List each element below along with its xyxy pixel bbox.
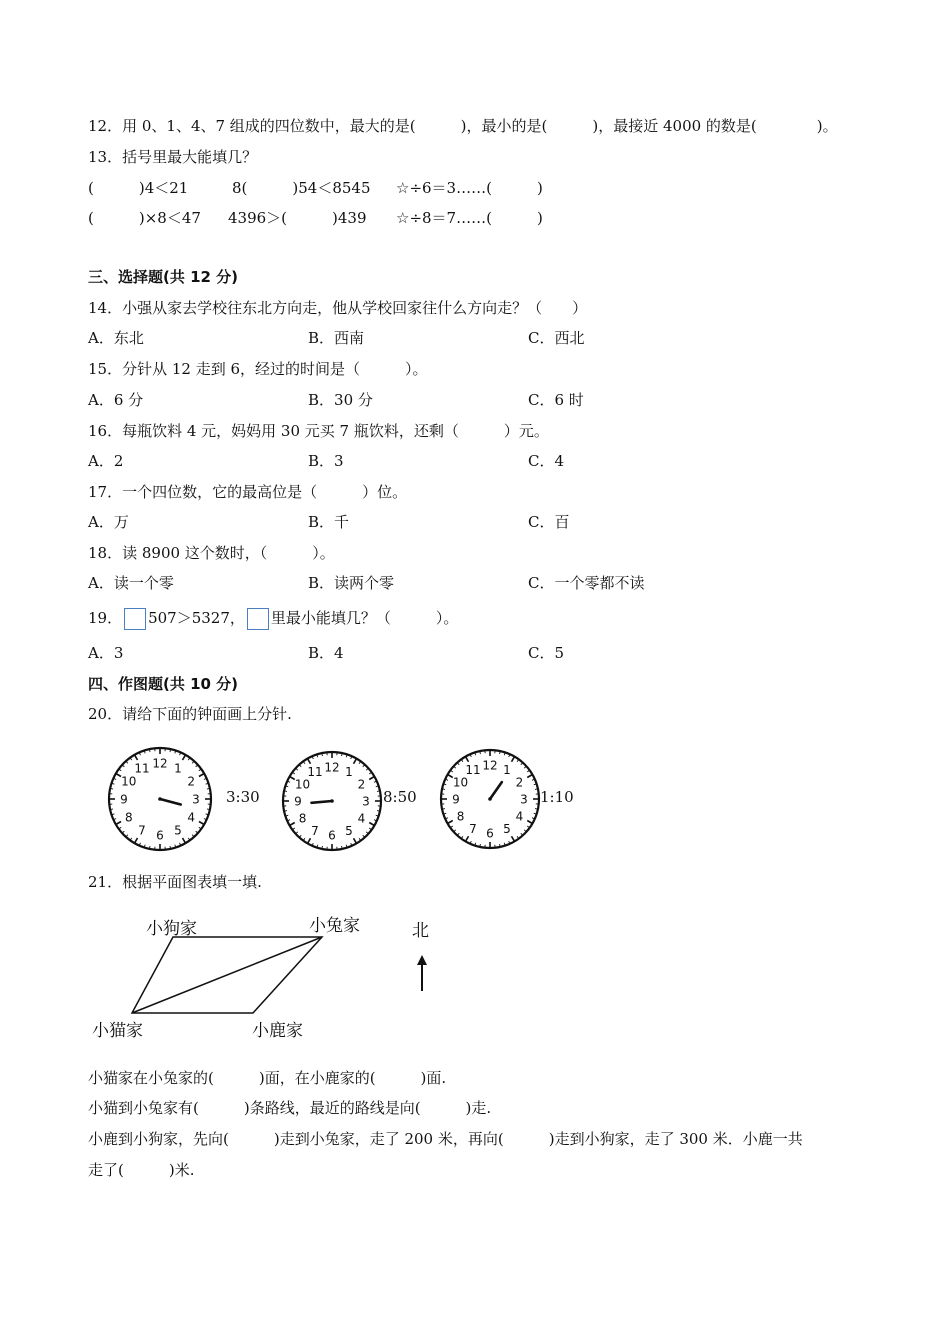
question-20: 20．请给下面的钟面画上分针. xyxy=(88,705,292,723)
clock-numeral: 3 xyxy=(192,792,200,807)
clock-center-pin xyxy=(330,799,334,803)
q19-prefix: 19． xyxy=(88,609,123,627)
clock-numeral: 5 xyxy=(345,823,353,838)
q17-option-b: B．千 xyxy=(308,513,350,531)
q19-answer-box-ref xyxy=(247,608,269,630)
q15-option-b: B．30 分 xyxy=(308,391,373,409)
clock-tick xyxy=(369,777,374,780)
q15-option-a: A．6 分 xyxy=(88,391,144,409)
clock-tick xyxy=(308,838,311,843)
q18-option-c: C．一个零都不读 xyxy=(528,574,645,592)
q13-row2-item2: 4396＞( )439 xyxy=(228,209,367,227)
clock-tick xyxy=(135,838,138,843)
clock-numeral: 6 xyxy=(486,826,494,841)
clock-center-pin xyxy=(158,797,162,801)
clock-numeral: 6 xyxy=(156,828,164,843)
clock-tick xyxy=(116,822,121,825)
clock-tick xyxy=(512,836,515,841)
clock-numeral: 9 xyxy=(294,794,302,809)
clock-face-3[interactable] xyxy=(438,744,542,854)
question-15: 15．分针从 12 走到 6，经过的时间是（ ）。 xyxy=(88,360,428,378)
question-21: 21．根据平面图表填一填. xyxy=(88,873,262,891)
map-label-dog: 小狗家 xyxy=(146,919,197,939)
clock-numeral: 4 xyxy=(357,811,366,826)
clock-tick xyxy=(342,846,343,849)
clock-numeral: 6 xyxy=(328,828,336,843)
clock-numeral: 10 xyxy=(452,775,469,790)
clock-numeral: 8 xyxy=(456,809,465,824)
clock-numeral: 9 xyxy=(120,792,128,807)
clock-tick xyxy=(135,755,138,760)
q13-row1-item3: ☆÷6＝3……( ) xyxy=(396,179,543,197)
clock-numeral: 10 xyxy=(294,777,311,792)
clock-3-time: 1:10 xyxy=(540,788,574,806)
clock-face-1[interactable] xyxy=(106,744,214,854)
clock-numeral: 12 xyxy=(482,758,498,773)
clock-tick xyxy=(170,749,171,752)
q13-row1-item1: ( )4＜21 xyxy=(88,179,189,197)
clock-numeral: 11 xyxy=(134,761,150,776)
q17-option-a: A．万 xyxy=(88,513,129,531)
clock-tick xyxy=(527,821,532,824)
clock-numeral: 10 xyxy=(121,774,137,789)
q14-option-c: C．西北 xyxy=(528,329,585,347)
clock-numeral: 12 xyxy=(152,756,168,771)
clock-numeral: 9 xyxy=(452,792,460,807)
clock-tick xyxy=(110,809,113,810)
clock-tick xyxy=(480,844,481,847)
map-diagonal-path xyxy=(132,937,322,1013)
clock-tick xyxy=(500,844,501,847)
q21-line-2: 小猫到小兔家有( )条路线，最近的路线是向( )走. xyxy=(88,1099,492,1117)
clock-tick xyxy=(500,751,501,754)
q18-option-a: A．读一个零 xyxy=(88,574,174,592)
clock-hour-hand xyxy=(311,801,332,803)
section-3-heading: 三、选择题(共 12 分) xyxy=(88,268,239,286)
clock-tick xyxy=(512,757,515,762)
clock-tick xyxy=(377,811,380,812)
q13-row2-item1: ( )×8＜47 xyxy=(88,209,201,227)
clock-tick xyxy=(535,809,538,810)
clock-tick xyxy=(442,789,445,790)
q21-line-4: 走了( )米. xyxy=(88,1161,195,1179)
question-14: 14．小强从家去学校往东北方向走，他从学校回家往什么方向走？（ ） xyxy=(88,299,588,317)
clock-tick xyxy=(322,846,323,849)
q14-option-a: A．东北 xyxy=(88,329,144,347)
clock-numeral: 4 xyxy=(187,810,195,825)
clock-tick xyxy=(199,774,204,777)
clock-numeral: 5 xyxy=(174,823,182,838)
clock-tick xyxy=(207,809,210,810)
clock-tick xyxy=(183,838,186,843)
clock-tick xyxy=(110,788,113,789)
q16-option-a: A．2 xyxy=(88,452,124,470)
clock-numeral: 7 xyxy=(311,823,319,838)
q19-option-b: B．4 xyxy=(308,644,344,662)
q19-option-c: C．5 xyxy=(528,644,565,662)
question-18: 18．读 8900 这个数时，（ ）。 xyxy=(88,544,335,562)
question-12: 12．用 0、1、4、7 组成的四位数中，最大的是( )，最小的是( )，最接近 4000 的数是( )。 xyxy=(88,117,838,135)
q18-option-b: B．读两个零 xyxy=(308,574,395,592)
question-13-title: 13．括号里最大能填几？ xyxy=(88,148,258,166)
map-label-deer: 小鹿家 xyxy=(252,1021,303,1041)
clock-numeral: 7 xyxy=(138,823,146,838)
clock-tick xyxy=(377,791,380,792)
clock-numeral: 8 xyxy=(298,811,307,826)
clock-numeral: 5 xyxy=(503,821,511,836)
clock-tick xyxy=(149,846,150,849)
clock-numeral: 3 xyxy=(520,792,528,807)
clock-numeral: 7 xyxy=(469,821,477,836)
clock-tick xyxy=(442,809,445,810)
q14-option-b: B．西南 xyxy=(308,329,365,347)
clock-tick xyxy=(480,751,481,754)
section-4-heading: 四、作图题(共 10 分) xyxy=(88,675,239,693)
clock-numeral: 11 xyxy=(465,763,481,778)
q15-option-c: C．6 时 xyxy=(528,391,584,409)
clock-tick xyxy=(322,753,323,756)
q21-line-1: 小猫家在小兔家的( )面，在小鹿家的( )面. xyxy=(88,1069,447,1087)
question-16: 16．每瓶饮料 4 元，妈妈用 30 元买 7 瓶饮料，还剩（ ）元。 xyxy=(88,422,549,440)
q17-option-c: C．百 xyxy=(528,513,570,531)
clock-face-2[interactable] xyxy=(280,748,384,854)
question-17: 17．一个四位数，它的最高位是（ ）位。 xyxy=(88,483,408,501)
clock-tick xyxy=(199,822,204,825)
clock-numeral: 12 xyxy=(324,760,340,775)
clock-hour-hand xyxy=(490,782,502,799)
clock-tick xyxy=(448,821,453,824)
clock-numeral: 1 xyxy=(503,763,511,778)
clock-tick xyxy=(149,749,150,752)
map-label-cat: 小猫家 xyxy=(92,1021,143,1041)
clock-hour-hand xyxy=(160,799,181,805)
clock-tick xyxy=(284,811,287,812)
clock-1-time: 3:30 xyxy=(226,788,260,806)
clock-tick xyxy=(342,753,343,756)
clock-numeral: 1 xyxy=(345,765,353,780)
clock-tick xyxy=(308,759,311,764)
north-arrow-head-icon xyxy=(417,955,427,965)
clock-tick xyxy=(354,838,357,843)
clock-numeral: 4 xyxy=(515,809,524,824)
clock-numeral: 2 xyxy=(187,774,195,789)
clock-numeral: 8 xyxy=(125,810,133,825)
clock-numeral: 2 xyxy=(357,777,366,792)
q13-row1-item2: 8( )54＜8545 xyxy=(232,179,371,197)
q13-row2-item3: ☆÷8＝7……( ) xyxy=(396,209,543,227)
q19-mid: 507＞5327， xyxy=(148,609,245,627)
clock-center-pin xyxy=(488,797,492,801)
clock-tick xyxy=(354,759,357,764)
clock-tick xyxy=(466,836,469,841)
clock-2-time: 8:50 xyxy=(383,788,417,806)
q16-option-c: C．4 xyxy=(528,452,565,470)
clock-numeral: 11 xyxy=(307,765,323,780)
clock-tick xyxy=(527,775,532,778)
clock-tick xyxy=(369,823,374,826)
q21-line-3: 小鹿到小狗家，先向( )走到小兔家，走了 200 米，再向( )走到小狗家，走了 300 米．小鹿一共 xyxy=(88,1130,803,1148)
clock-tick xyxy=(207,788,210,789)
clock-numeral: 3 xyxy=(362,794,370,809)
q19-answer-box[interactable] xyxy=(124,608,146,630)
question-19 xyxy=(88,606,458,630)
clock-tick xyxy=(170,846,171,849)
map-label-rabbit: 小兔家 xyxy=(309,916,360,936)
clock-tick xyxy=(535,789,538,790)
clock-tick xyxy=(284,791,287,792)
clock-numeral: 1 xyxy=(174,761,182,776)
q19-suffix: 里最小能填几？（ ）。 xyxy=(270,609,459,627)
clock-tick xyxy=(290,823,295,826)
clock-tick xyxy=(466,757,469,762)
map-label-north: 北 xyxy=(412,921,429,941)
q19-option-a: A．3 xyxy=(88,644,124,662)
clock-numeral: 2 xyxy=(515,775,524,790)
q16-option-b: B．3 xyxy=(308,452,344,470)
clock-tick xyxy=(183,755,186,760)
